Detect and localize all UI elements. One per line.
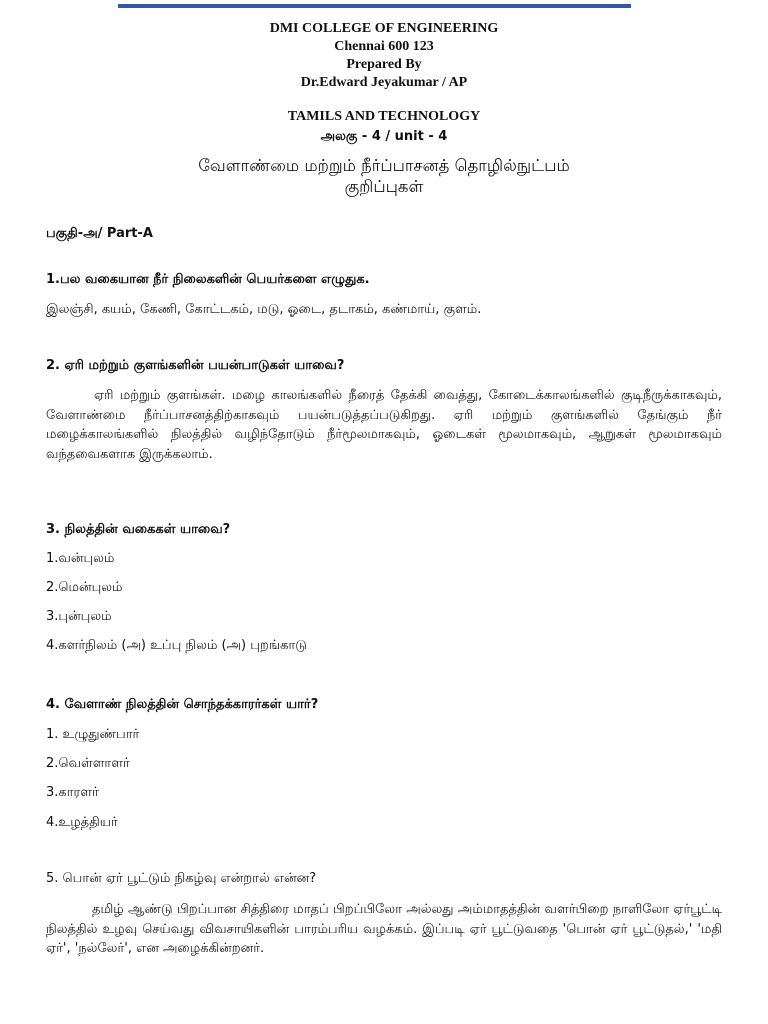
list-item: 4.களர்நிலம் (அ) உப்பு நிலம் (அ) புறங்காடு — [46, 638, 307, 653]
question-4: 4. வேளாண் நிலத்தின் சொந்தக்காரர்கள் யார்? — [46, 697, 319, 712]
list-item: 1. உழுதுண்பார் — [46, 727, 140, 742]
college-name: DMI COLLEGE OF ENGINEERING — [269, 21, 499, 36]
question-1: 1.பல வகையான நீர் நிலைகளின் பெயர்களை எழுதுக. — [46, 272, 370, 287]
question-3: 3. நிலத்தின் வகைகள் யாவை? — [46, 522, 231, 537]
prepared-by: Prepared By — [346, 57, 422, 72]
answer-2: ஏரி மற்றும் குளங்கள். மழை காலங்களில் நீரைத் தேக்கி வைத்து, கோடைக்காலங்களில் குடிநீருக்காகவும், வேளாண்மை நீர்ப்பாசனத்திற்காகவும் பயன்படுத்தப்படுகிறது. ஏரி மற்றும் குளங்களில் தேங்கும் நீர் மழைக்காலங்களில் நிலத்தில் வழிந்தோடும் நீர்மூலமாகவும், ஓடைகள் மூலமாகவும், ஆறுகள் மூலமாகவும் வந்தவைகளாக இருக்கலாம். — [46, 388, 722, 462]
list-item: 2.மென்புலம் — [46, 580, 123, 595]
doc-title-line1: வேளாண்மை மற்றும் நீர்ப்பாசனத் தொழில்நுட்பம் — [198, 156, 570, 175]
answer-1: இலஞ்சி, கயம், கேணி, கோட்டகம், மடு, ஓடை, தடாகம், கண்மாய், குளம். — [46, 302, 482, 317]
doc-title-line2: குறிப்புகள் — [344, 177, 424, 196]
answer-5: தமிழ் ஆண்டு பிறப்பான சித்திரை மாதப் பிறப்பிலோ அல்லது அம்மாதத்தின் வளர்பிறை நாளிலோ ஏர்பூட்டி நிலத்தில் உழவு செய்வது விவசாயிகளின் பாரம்பரிய வழக்கம். இப்படி ஏர் பூட்டுவதை 'பொன் ஏர் பூட்டுதல்,' 'மதி ஏர்', 'நல்லேர்', என அழைக்கின்றனர். — [46, 902, 722, 957]
list-item: 2.வெள்ளாளர் — [46, 756, 130, 771]
question-5: 5. பொன் ஏர் பூட்டும் நிகழ்வு என்றால் என்ன? — [46, 871, 317, 886]
list-item: 3.காரளர் — [46, 785, 99, 800]
list-item: 1.வன்புலம் — [46, 551, 115, 566]
list-item: 4.உழத்தியர் — [46, 815, 118, 830]
course-title: TAMILS AND TECHNOLOGY — [287, 109, 481, 124]
list-item: 3.புன்புலம் — [46, 609, 112, 624]
unit-label: அலகு - 4 / unit - 4 — [320, 129, 448, 144]
author: Dr.Edward Jeyakumar / AP — [300, 75, 468, 90]
part-heading: பகுதி-அ/ Part-A — [46, 226, 153, 241]
college-city: Chennai 600 123 — [334, 39, 434, 54]
question-2: 2. ஏரி மற்றும் குளங்களின் பயன்பாடுகள் யாவை? — [46, 358, 345, 373]
header-rule — [118, 4, 631, 8]
